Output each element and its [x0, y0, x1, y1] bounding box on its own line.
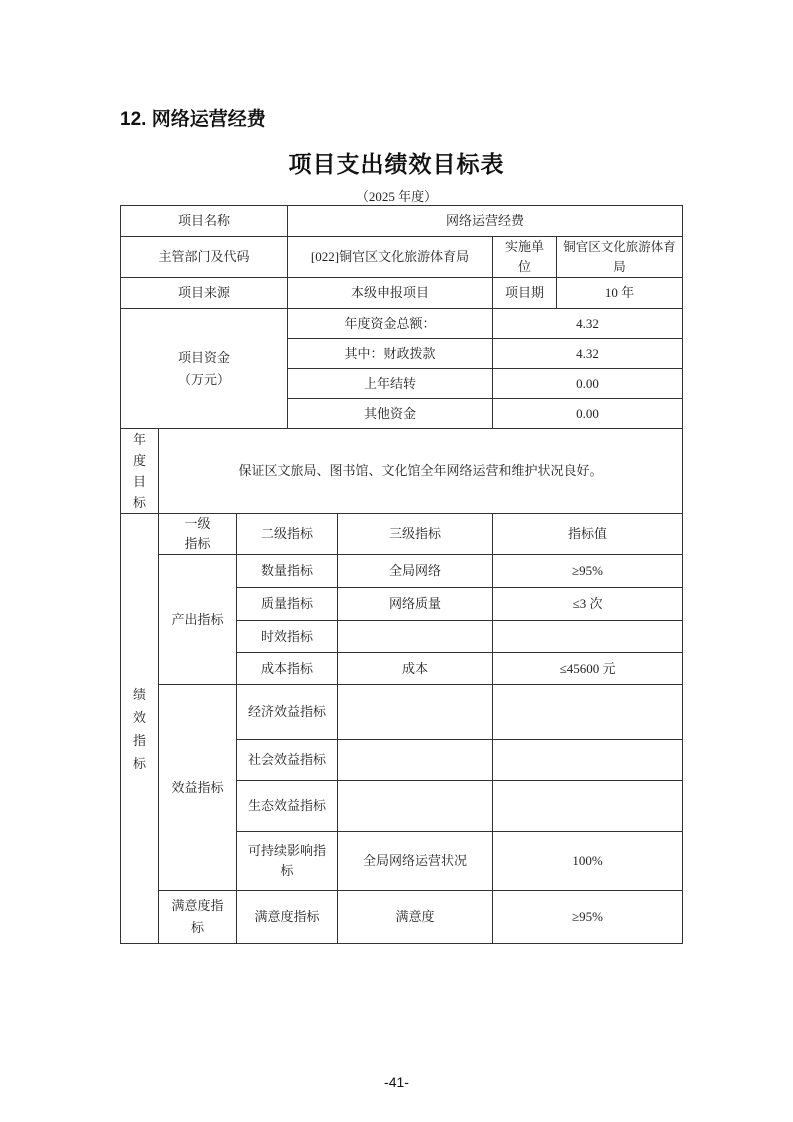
funds-row-label: 其他资金	[288, 399, 493, 429]
level3-cell	[338, 621, 493, 653]
level3-cell: 网络质量	[338, 588, 493, 621]
implementing-unit-value: 铜官区文化旅游体育局	[563, 240, 676, 274]
group-satisfaction-label-cell	[159, 891, 237, 944]
header-level1-cell	[159, 514, 237, 555]
row-annual-goal	[121, 429, 683, 514]
value-cell	[493, 621, 683, 653]
level3-cell: 全局网络运营状况	[338, 832, 493, 891]
year-note: （2025 年度）	[355, 189, 438, 204]
level2-cell: 数量指标	[237, 555, 338, 588]
level2-cell: 满意度指标	[237, 891, 338, 944]
department-label: 主管部门及代码	[121, 237, 288, 278]
page-number: -41-	[384, 1074, 409, 1090]
annual-goal-label-cell	[121, 429, 159, 514]
value-cell	[493, 781, 683, 832]
project-period-value: 10 年	[557, 278, 683, 309]
performance-label: 绩效指标	[133, 686, 147, 771]
funds-label: 项目资金（万元）	[178, 349, 231, 387]
row-source	[121, 278, 683, 309]
level2-cell: 成本指标	[237, 653, 338, 685]
value-cell: ≥95%	[493, 555, 683, 588]
section-heading: 12. 网络运营经费	[120, 109, 266, 130]
level3-cell	[338, 740, 493, 781]
funds-label-cell	[121, 309, 288, 429]
level2-cell: 可持续影响指标	[248, 843, 327, 878]
level3-cell: 全局网络	[338, 555, 493, 588]
project-name-value: 网络运营经费	[288, 206, 683, 237]
funds-row-value: 0.00	[493, 399, 683, 429]
row-project-name	[121, 206, 683, 237]
level2-cell: 经济效益指标	[237, 685, 338, 740]
value-cell: ≥95%	[493, 891, 683, 944]
value-cell: ≤45600 元	[493, 653, 683, 685]
level3-cell: 成本	[338, 653, 493, 685]
table-row	[121, 555, 683, 588]
department-value: [022]铜官区文化旅游体育局	[288, 237, 493, 278]
funds-row-value: 4.32	[493, 339, 683, 369]
funds-row-value: 4.32	[493, 309, 683, 339]
group-output-label: 产出指标	[159, 555, 237, 685]
implementing-unit-label: 实施单位	[505, 239, 545, 274]
funds-row-label: 上年结转	[288, 369, 493, 399]
group-benefit-label: 效益指标	[159, 685, 237, 891]
performance-goal-table	[120, 205, 683, 944]
table-row	[121, 685, 683, 740]
value-cell	[493, 685, 683, 740]
performance-label-cell	[121, 514, 159, 944]
level2-cell-wrap	[237, 832, 338, 891]
page-title: 项目支出绩效目标表	[288, 151, 505, 177]
header-level1: 一级指标	[184, 516, 211, 551]
implementing-unit-label-cell	[493, 237, 557, 278]
table-row	[121, 891, 683, 944]
implementing-unit-value-cell	[557, 237, 683, 278]
row-indicator-header	[121, 514, 683, 555]
project-period-label: 项目期	[493, 278, 557, 309]
funds-row-label: 年度资金总额：	[288, 309, 493, 339]
funds-row-value: 0.00	[493, 369, 683, 399]
level2-cell: 质量指标	[237, 588, 338, 621]
level3-cell: 满意度	[338, 891, 493, 944]
group-satisfaction-label: 满意度指标	[171, 898, 224, 935]
level2-cell: 生态效益指标	[237, 781, 338, 832]
level3-cell	[338, 781, 493, 832]
annual-goal-text: 保证区文旅局、图书馆、文化馆全年网络运营和维护状况良好。	[159, 429, 683, 514]
annual-goal-label: 年度目标	[133, 432, 147, 510]
row-department	[121, 237, 683, 278]
level3-cell	[338, 685, 493, 740]
row-funds-total	[121, 309, 683, 339]
level2-cell: 时效指标	[237, 621, 338, 653]
project-source-value: 本级申报项目	[288, 278, 493, 309]
value-cell: 100%	[493, 832, 683, 891]
header-level2: 二级指标	[237, 514, 338, 555]
header-level3: 三级指标	[338, 514, 493, 555]
funds-row-label: 其中：财政拨款	[288, 339, 493, 369]
header-value: 指标值	[493, 514, 683, 555]
project-source-label: 项目来源	[121, 278, 288, 309]
project-name-label: 项目名称	[121, 206, 288, 237]
value-cell	[493, 740, 683, 781]
level2-cell: 社会效益指标	[237, 740, 338, 781]
value-cell: ≤3 次	[493, 588, 683, 621]
